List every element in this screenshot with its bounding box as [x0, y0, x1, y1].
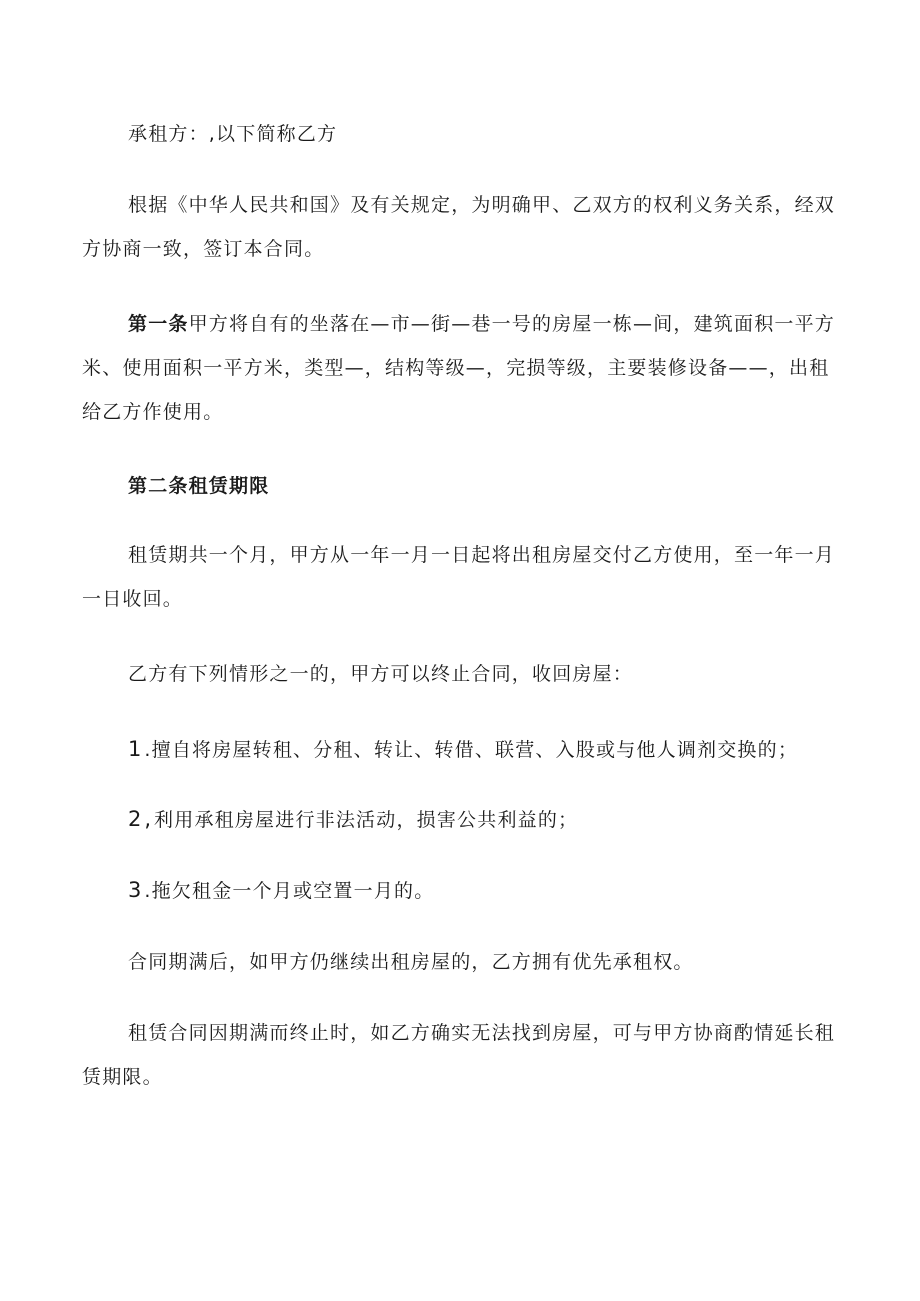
- article-1-title: 第一条: [128, 313, 189, 335]
- item-text: .擅自将房屋转租、分租、转让、转借、联营、入股或与他人调剂交换的；: [144, 739, 799, 761]
- extension-paragraph: 租赁合同因期满而终止时，如乙方确实无法找到房屋，可与甲方协商酌情延长租赁期限。: [82, 1022, 836, 1088]
- article-1-paragraph: [82, 302, 842, 434]
- item-number: 1: [128, 737, 145, 761]
- item-number: 2,: [128, 807, 155, 831]
- preamble-paragraph: 根据《中华人民共和国》及有关规定，为明确甲、乙双方的权利义务关系，经双方协商一致，签订本合同。: [82, 194, 836, 260]
- article-2-title: 第二条租赁期限: [128, 475, 270, 497]
- renewal-priority-paragraph: 合同期满后，如甲方仍继续出租房屋的，乙方拥有优先承租权。: [128, 951, 694, 973]
- lessee-line: 承租方：,以下简称乙方: [128, 123, 338, 145]
- item-number: 3: [128, 878, 145, 902]
- item-text: 利用承租房屋进行非法活动，损害公共利益的；: [154, 809, 579, 831]
- termination-item-1: [82, 727, 842, 772]
- lease-term-paragraph: 租赁期共一个月，甲方从一年一月一日起将出租房屋交付乙方使用，至一年一月一日收回。: [82, 544, 836, 610]
- termination-item-2: [82, 797, 842, 842]
- item-text: .拖欠租金一个月或空置一月的。: [144, 880, 435, 902]
- termination-intro: 乙方有下列情形之一的，甲方可以终止合同，收回房屋：: [128, 663, 634, 685]
- article-1-text: 甲方将自有的坐落在—市—街—巷一号的房屋一栋—间，建筑面积一平方米、使用面积一平方米，类型—，结构等级—，完损等级，主要装修设备——，出租给乙方作使用。: [82, 313, 836, 423]
- termination-item-3: [82, 868, 842, 913]
